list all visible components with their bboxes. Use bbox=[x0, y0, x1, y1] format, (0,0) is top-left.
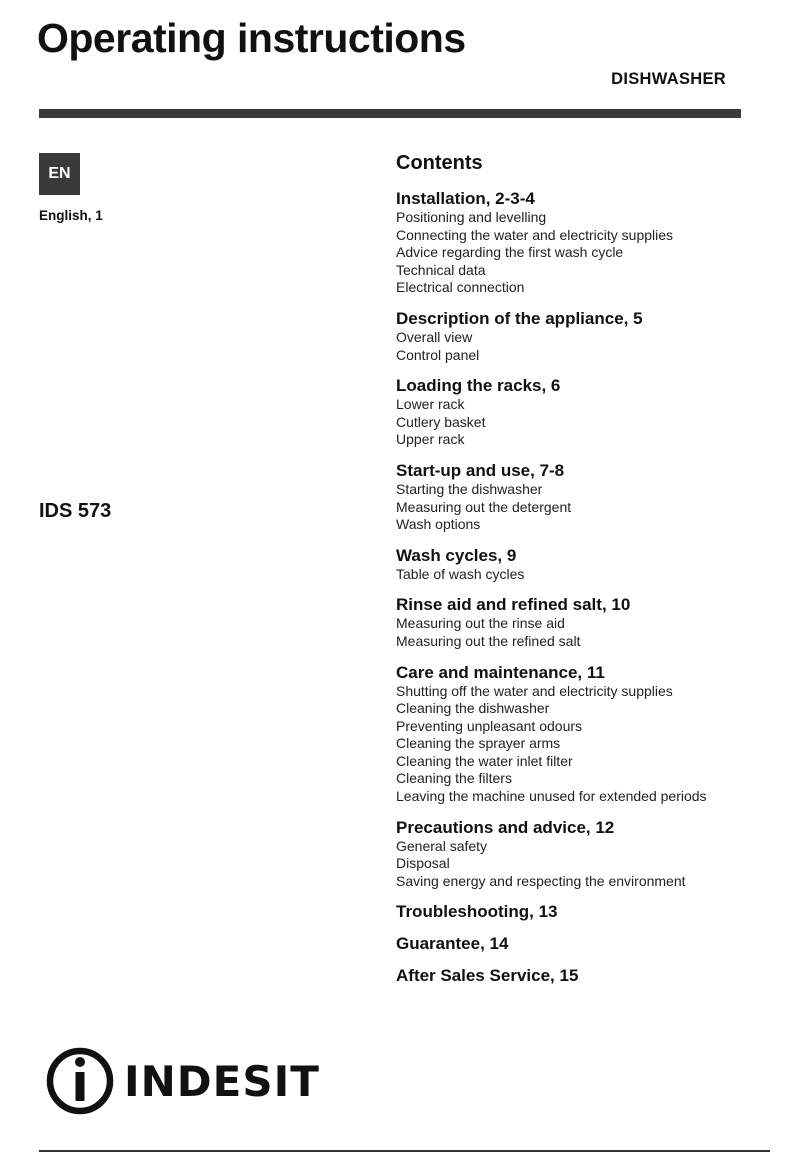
section-item: Disposal bbox=[396, 855, 450, 872]
section-item: Starting the dishwasher bbox=[396, 480, 543, 497]
section-item: Saving energy and respecting the environment bbox=[396, 872, 686, 889]
contents-section bbox=[396, 594, 786, 650]
section-item: Technical data bbox=[396, 261, 486, 278]
section-item: Connecting the water and electricity supplies bbox=[396, 226, 674, 243]
product-type: DISHWASHER bbox=[611, 70, 726, 88]
section-item: Cleaning the filters bbox=[396, 770, 512, 787]
model-number: IDS 573 bbox=[39, 500, 112, 522]
contents-section bbox=[396, 460, 786, 534]
section-heading: Installation, 2-3-4 bbox=[396, 189, 535, 208]
section-item: Measuring out the detergent bbox=[396, 498, 572, 515]
section-heading: Troubleshooting, 13 bbox=[396, 902, 558, 922]
section-heading: Rinse aid and refined salt, 10 bbox=[396, 595, 631, 615]
section-heading: Loading the racks, 6 bbox=[396, 376, 561, 396]
section-heading: After Sales Service, 15 bbox=[396, 966, 579, 986]
language-badge: EN bbox=[39, 153, 80, 195]
contents-section bbox=[396, 188, 786, 297]
contents-sections bbox=[396, 188, 786, 986]
section-item: Table of wash cycles bbox=[396, 565, 525, 582]
section-item: Shutting off the water and electricity supplies bbox=[396, 682, 673, 699]
section-item: Positioning and levelling bbox=[396, 209, 547, 225]
section-item: General safety bbox=[396, 837, 488, 854]
table-of-contents bbox=[396, 150, 786, 997]
section-item: Measuring out the refined salt bbox=[396, 632, 581, 649]
section-heading: Description of the appliance, 5 bbox=[396, 308, 643, 328]
top-divider bbox=[39, 109, 741, 118]
page-title: Operating instructions bbox=[37, 15, 466, 61]
contents-section bbox=[396, 545, 786, 584]
section-heading: Care and maintenance, 11 bbox=[396, 662, 605, 682]
contents-section bbox=[396, 308, 786, 364]
section-heading: Start-up and use, 7-8 bbox=[396, 460, 565, 480]
section-item: Preventing unpleasant odours bbox=[396, 717, 583, 734]
contents-section bbox=[396, 375, 786, 449]
section-item: Advice regarding the first wash cycle bbox=[396, 244, 624, 261]
section-heading: Guarantee, 14 bbox=[396, 934, 509, 954]
brand-logo bbox=[44, 1046, 320, 1116]
contents-section bbox=[396, 662, 786, 806]
section-heading: Precautions and advice, 12 bbox=[396, 817, 615, 837]
language-label: English, 1 bbox=[39, 208, 103, 223]
section-item: Leaving the machine unused for extended periods bbox=[396, 788, 707, 805]
indesit-i-logo-icon bbox=[44, 1046, 116, 1116]
contents-section bbox=[396, 965, 786, 986]
contents-section bbox=[396, 933, 786, 954]
section-item: Overall view bbox=[396, 328, 473, 345]
section-item: Measuring out the rinse aid bbox=[396, 615, 565, 632]
section-item: Wash options bbox=[396, 516, 481, 533]
section-item: Control panel bbox=[396, 346, 480, 363]
contents-section bbox=[396, 901, 786, 922]
section-item: Electrical connection bbox=[396, 279, 525, 296]
section-item: Cutlery basket bbox=[396, 413, 486, 430]
contents-section bbox=[396, 817, 786, 891]
section-item: Cleaning the water inlet filter bbox=[396, 752, 573, 769]
contents-title: Contents bbox=[396, 152, 483, 174]
section-item: Upper rack bbox=[396, 431, 465, 448]
section-item: Cleaning the sprayer arms bbox=[396, 735, 561, 752]
brand-name: INDESIT bbox=[124, 1056, 320, 1106]
section-item: Cleaning the dishwasher bbox=[396, 700, 550, 717]
section-item: Lower rack bbox=[396, 396, 465, 413]
section-heading: Wash cycles, 9 bbox=[396, 545, 517, 565]
bottom-divider bbox=[39, 1150, 770, 1152]
